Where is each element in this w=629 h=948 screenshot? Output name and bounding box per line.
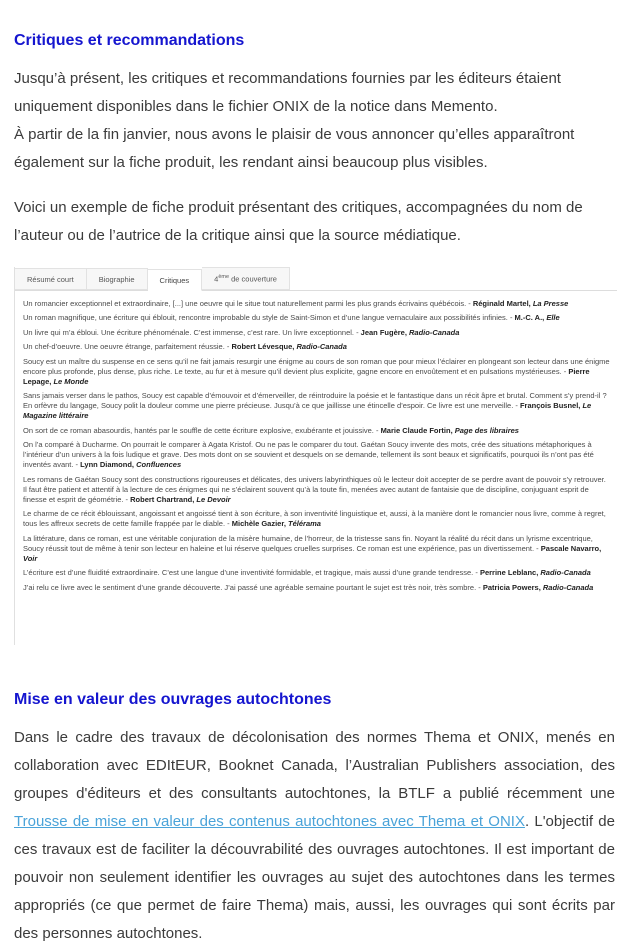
critique-row [23, 568, 611, 578]
critique-source: Télérama [288, 519, 321, 528]
tab-quatrieme-de-couverture[interactable]: 4ème de couverture [202, 267, 290, 290]
critique-text: J’ai relu ce livre avec le sentiment d’une grande découverte. J’ai passé une agréable semaine pourtant le sujet est très noir, très sombre. - [23, 582, 483, 592]
critique-source: Confluences [136, 460, 182, 469]
critique-author: Michèle Gazier, [231, 519, 289, 528]
critique-row [23, 357, 611, 387]
critique-text: Un chef-d’oeuvre. Une oeuvre étrange, parfaitement réussie. - [23, 342, 232, 351]
critique-text: L’écriture est d’une fluidité extraordinaire. C’est une langue d’une inventivité formidable, et tragique, mais aussi d’une grande tendresse. - [23, 568, 480, 577]
paragraph-text-after-link: . L'objectif de ces travaux est de faciliter la découvrabilité des ouvrages autochtones. Il est important de pouvoir non seulement identifier les ouvrages au sujet des autochtones dans les termes appropriés (ce que permet de faire Thema) mais, aussi, les ouvrages qui sont écrits par des personnes autochtones. [14, 813, 615, 942]
section-heading-critiques: Critiques et recommandations [14, 32, 245, 49]
critique-author: Robert Chartrand, [130, 494, 197, 504]
critique-source: Elle [546, 313, 560, 322]
critique-row [23, 440, 611, 470]
section-heading-autochtones: Mise en valeur des ouvrages autochtones [14, 691, 332, 708]
tab-critiques-active[interactable]: Critiques [148, 269, 203, 291]
critique-author: Perrine Leblanc, [479, 568, 541, 577]
trousse-link[interactable]: Trousse de mise en valeur des contenus autochtones avec Thema et ONIX [14, 813, 525, 830]
critique-author: Pascale Navarro, [540, 543, 602, 553]
critique-author: Lynn Diamond, [80, 460, 137, 469]
critique-author: Patricia Powers, [482, 582, 543, 592]
critique-source: Radio-Canada [409, 327, 460, 337]
critique-row [23, 328, 611, 338]
critique-row [23, 391, 611, 421]
screenshot-whitespace [15, 611, 617, 645]
critique-row [23, 534, 611, 564]
critique-source: Radio-Canada [542, 582, 594, 592]
critique-author: Marie Claude Fortin, [380, 425, 455, 435]
product-page-screenshot [14, 267, 617, 645]
critique-source: Voir [23, 553, 38, 563]
paragraph-line: Jusqu’à présent, les critiques et recommandations fournies par les éditeurs étaient uniquement disponibles dans le fichier ONIX de la notice dans Memento. [14, 70, 561, 115]
critique-text: Soucy est un maître du suspense en ce sens qu’il ne fait jamais resurgir une énigme au cours de son roman que pour mieux l’éclairer en plongeant son lecteur dans une énigme encore plus profonde, plus dense, plus riche. Le texte, au fur et à mesure qu’il devient plus explicite, gagne encore en envoûtement et en pulsations mystérieuses. - [23, 356, 610, 376]
critique-text: Les romans de Gaétan Soucy sont des constructions rigoureuses et délicates, des univers labyrinthiques où le lecteur doit accepter de se perdre avant de pouvoir s’y retrouver. Il faut être patient et attentif à la lecture de ces énigmes qui ne s’éclairent souvent qu’à la toute fin, menées avec autant de fantaisie que de discipline, conjuguant esprit de finesse et esprit de géométrie. - [23, 474, 606, 504]
critique-row [23, 583, 611, 593]
critique-text: Un romancier exceptionnel et extraordinaire, [...] une oeuvre qui le situe tout naturellement parmi les plus grands écrivains québécois. - [23, 298, 473, 308]
critique-row [23, 509, 611, 529]
critique-source: Le Monde [53, 376, 89, 386]
critique-source: Le Devoir [196, 494, 231, 504]
critique-source: Radio-Canada [296, 342, 347, 351]
critique-author: Pierre Lepage, [23, 366, 590, 386]
tab-resume-court[interactable]: Résumé court [15, 268, 87, 290]
critique-text: On sort de ce roman abasourdis, hantés par le souffle de cette écriture explosive, exubérante et jouissive. - [23, 425, 381, 435]
critique-author: François Busnel, [519, 401, 583, 410]
critique-text: On l’a comparé à Ducharme. On pourrait le comparer à Agata Kristof. Ou ne pas le comparer du tout. Gaétan Soucy invente des mots, crée des situations métaphoriques à l’intérieur d’un univers à la fois ludique et grave. Des mots dont on se souvient et desquels on se demande, tellement ils sont beaux et significatifs, pourquoi ils n’ont pas été inventés avant. - [23, 440, 594, 469]
critique-author: Robert Lévesque, [231, 342, 297, 351]
critique-source: La Presse [532, 298, 569, 308]
critique-text: Un roman magnifique, une écriture qui éblouit, rencontre improbable du style de Saint-Simon et d’une langue vernaculaire aux possibilités infinies. - [23, 313, 515, 322]
tab-biographie[interactable]: Biographie [87, 268, 148, 290]
paragraph-critiques-intro [14, 65, 615, 177]
critique-source: Le Magazine littéraire [23, 401, 592, 420]
critiques-list [15, 291, 617, 612]
critique-text: Sans jamais verser dans le pathos, Soucy est capable d’émouvoir et d’émerveiller, de réintroduire la poésie et le fantastique dans un récit âpre et brutal. Comment s’y prend-il ? En orfèvre du langage, Soucy polit la douleur comme une pierre précieuse. Jusqu’à ce que jaillisse une étincelle d’espoir. Ce livre est une merveille. - [23, 391, 607, 410]
critique-row [23, 299, 611, 309]
critique-source: Radio-Canada [540, 568, 591, 577]
critique-text: La littérature, dans ce roman, est une véritable conjuration de la misère humaine, de l’horreur, de la tristesse sans fin. Noyant la réalité du récit dans un lyrisme excentrique, Soucy réussit tout de même à tenir son lecteur en haleine et lui réserve quelques cruelles surprises. Ce roman est une expérience, pas un divertissement. - [23, 533, 593, 553]
critique-row [23, 313, 611, 323]
paragraph-line: À partir de la fin janvier, nous avons le plaisir de vous annoncer qu’elles apparaîtront également sur la fiche produit, les rendant ainsi beaucoup plus visibles. [14, 126, 575, 171]
critique-author: Réginald Martel, [472, 298, 533, 308]
paragraph-text-before-link: Dans le cadre des travaux de décolonisation des normes Thema et ONIX, menés en collaboration avec EDItEUR, Booknet Canada, l’Australian Publishers association, des groupes d'éditeurs et des consultants autochtones, la BTLF a publié récemment une [14, 729, 615, 802]
critique-row [23, 342, 611, 352]
paragraph-exemple-fiche: Voici un exemple de fiche produit présentant des critiques, accompagnées du nom de l’auteur ou de l’autrice de la critique ainsi que la source médiatique. [14, 199, 583, 244]
critique-text: Le charme de ce récit éblouissant, angoissant et angoissé tient à son écriture, à son inventivité linguistique et, aussi, à la manière dont le romancier nous livre, comme à regret, tous les affreux secrets de cette famille frappée par le diable. - [23, 509, 606, 528]
product-tabs [15, 267, 617, 291]
critique-row [23, 475, 611, 505]
critique-author: Jean Fugère, [360, 327, 410, 337]
critique-author: M.-C. A., [514, 313, 547, 322]
critique-row [23, 426, 611, 436]
critique-text: Un livre qui m’a ébloui. Une écriture phénoménale. C’est immense, c’est rare. Un livre exceptionnel. - [23, 327, 361, 337]
critique-source: Page des libraires [454, 425, 519, 435]
paragraph-autochtones [14, 724, 615, 948]
